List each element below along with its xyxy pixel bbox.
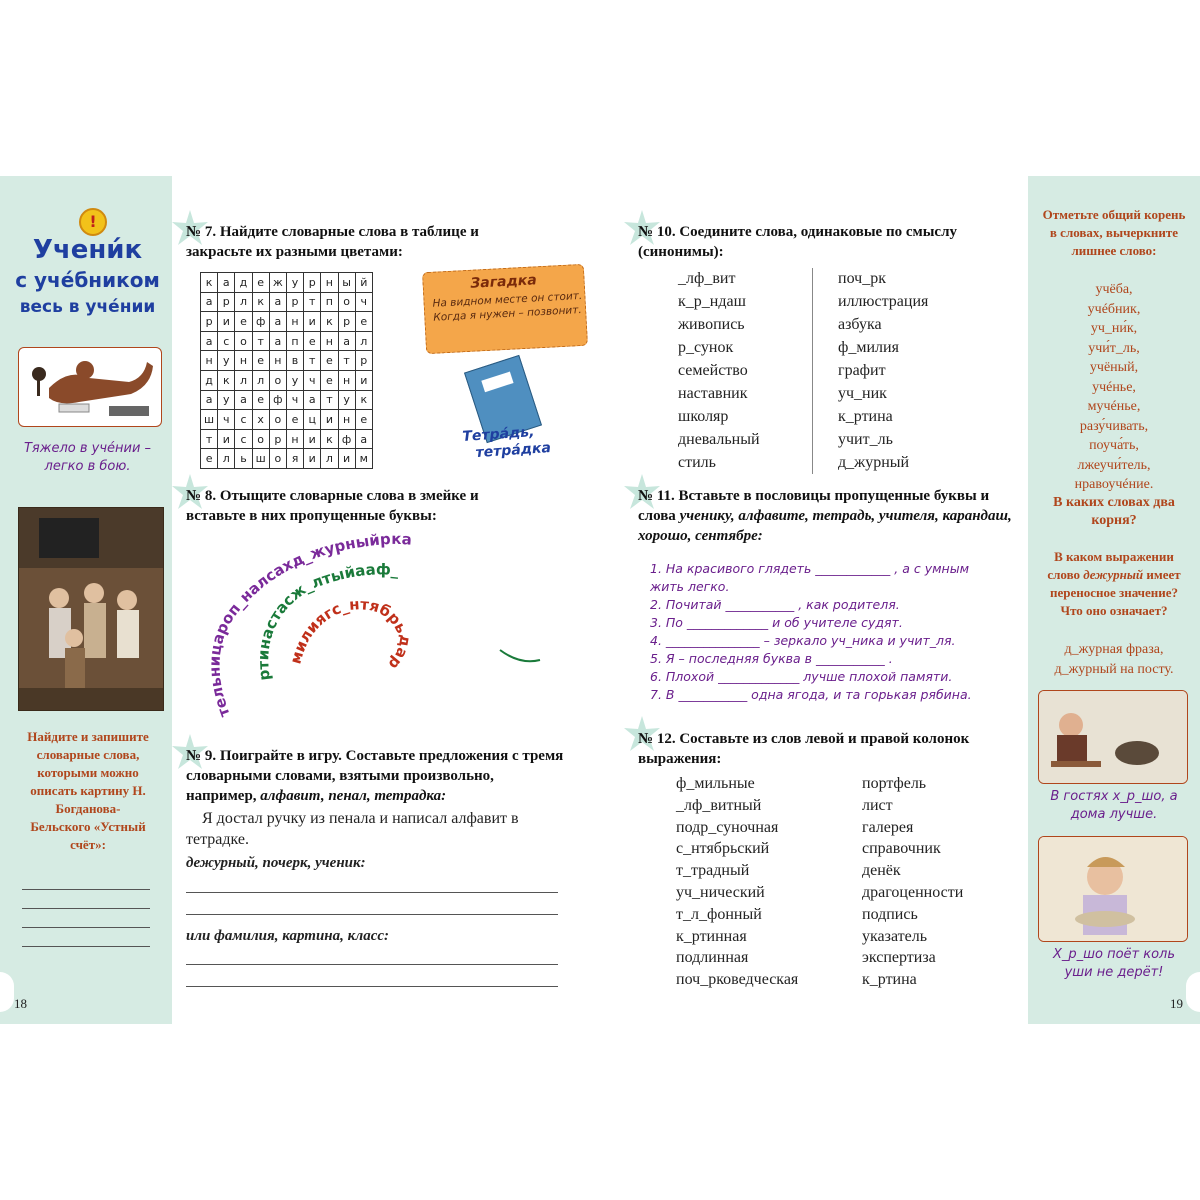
- phrase-list: [1040, 640, 1188, 680]
- grid-row: [201, 429, 373, 449]
- expression-word: к_ртина: [862, 971, 917, 989]
- grid-cell[interactable]: л: [235, 370, 252, 390]
- expression-word: т_традный: [676, 862, 750, 880]
- q3-part-a: В каком выражении слово: [1047, 549, 1174, 582]
- grid-cell[interactable]: а: [338, 331, 355, 351]
- expression-word: экспертиза: [862, 949, 936, 967]
- grid-cell[interactable]: е: [252, 351, 269, 371]
- riddle-line-1: На видном месте он стоит.: [432, 289, 583, 310]
- proverb-line: 3. По _____________ и об учителе судят.: [650, 615, 903, 630]
- synonym-word: уч_ник: [838, 385, 887, 402]
- grid-cell[interactable]: ц: [304, 410, 321, 430]
- grid-cell[interactable]: у: [218, 390, 235, 410]
- grid-cell[interactable]: а: [201, 331, 218, 351]
- grid-row: [201, 273, 373, 293]
- grid-cell[interactable]: я: [286, 449, 303, 469]
- expression-word: справочник: [862, 840, 941, 858]
- grid-cell[interactable]: о: [252, 429, 269, 449]
- answer-line[interactable]: [186, 986, 558, 987]
- grid-cell[interactable]: ф: [338, 429, 355, 449]
- grid-cell[interactable]: а: [269, 292, 286, 312]
- proverb-line: 2. Почитай ___________ , как родителя.: [650, 597, 900, 612]
- ex9-title: [186, 746, 566, 806]
- answer-line[interactable]: [22, 889, 150, 890]
- grid-cell[interactable]: й: [355, 273, 372, 293]
- grid-cell[interactable]: и: [304, 312, 321, 332]
- grid-cell[interactable]: л: [252, 370, 269, 390]
- grid-cell[interactable]: е: [355, 410, 372, 430]
- grid-cell[interactable]: ж: [269, 273, 286, 293]
- answer-line[interactable]: [186, 914, 558, 915]
- grid-cell[interactable]: и: [321, 410, 338, 430]
- synonym-word: к_ртина: [838, 408, 893, 425]
- grid-cell[interactable]: т: [201, 429, 218, 449]
- grid-cell[interactable]: а: [201, 292, 218, 312]
- singing-child-image: [1038, 836, 1188, 942]
- grid-cell[interactable]: т: [304, 351, 321, 371]
- riddle-line-2: Когда я нужен – позвонит.: [433, 303, 582, 324]
- grid-cell[interactable]: р: [269, 429, 286, 449]
- grid-cell[interactable]: т: [321, 390, 338, 410]
- grid-cell[interactable]: а: [201, 390, 218, 410]
- expression-word: лист: [862, 796, 893, 814]
- ex12-title: № 12. Составьте из слов левой и правой колонок выражения:: [638, 731, 970, 767]
- expression-word: т_л_фонный: [676, 905, 762, 923]
- grid-cell[interactable]: у: [338, 390, 355, 410]
- q3-part-b: имеет переносное значение? Что оно означает?: [1049, 567, 1181, 618]
- boy-reading-illustration: [19, 348, 161, 426]
- root-word-list: [1042, 280, 1186, 495]
- grid-cell[interactable]: л: [218, 449, 235, 469]
- proverb-line: жить легко.: [650, 579, 730, 594]
- root-word: нравоучéние.: [1074, 477, 1154, 492]
- grid-cell[interactable]: п: [321, 292, 338, 312]
- answer-line[interactable]: [186, 892, 558, 893]
- grid-cell[interactable]: и: [304, 449, 321, 469]
- grid-cell[interactable]: у: [218, 351, 235, 371]
- grid-cell[interactable]: к: [252, 292, 269, 312]
- q3-italic: дежурный: [1083, 567, 1144, 582]
- grid-cell[interactable]: к: [355, 390, 372, 410]
- grid-cell[interactable]: к: [201, 273, 218, 293]
- snake-seg-4: милиягс_нтябрьдар: [286, 595, 415, 673]
- sidebar-proverb-2: В гостях х_р_шо, а дома лучше.: [1050, 789, 1178, 822]
- ex9-set-1: дежурный, почерк, ученик:: [186, 855, 366, 871]
- column-divider: [812, 268, 813, 474]
- phrase-2: д_журный на посту.: [1054, 662, 1174, 677]
- grid-cell[interactable]: а: [304, 390, 321, 410]
- grid-cell[interactable]: к: [218, 370, 235, 390]
- grid-cell[interactable]: т: [252, 331, 269, 351]
- grid-row: [201, 312, 373, 332]
- synonym-word: стиль: [678, 454, 716, 471]
- snake-seg-2: ртинастасж_лтыйааф_: [254, 560, 400, 682]
- grid-cell[interactable]: л: [355, 331, 372, 351]
- grid-row: [201, 449, 373, 469]
- expression-word: подпись: [862, 905, 918, 923]
- grid-cell[interactable]: к: [321, 312, 338, 332]
- synonym-word: живопись: [678, 316, 745, 333]
- grid-cell[interactable]: т: [304, 292, 321, 312]
- synonym-word: учит_ль: [838, 431, 893, 448]
- grid-cell[interactable]: т: [338, 351, 355, 371]
- root-word: уч_ни́к,: [1090, 321, 1138, 336]
- grid-cell[interactable]: ч: [218, 410, 235, 430]
- synonym-word: к_р_ндаш: [678, 293, 746, 310]
- ex7-title: № 7. Найдите словарные слова в таблице и закрасьте их разными цветами:: [186, 224, 479, 260]
- expression-word: подр_суночная: [676, 818, 779, 836]
- grid-cell[interactable]: о: [338, 292, 355, 312]
- grid-cell[interactable]: р: [304, 273, 321, 293]
- grid-cell[interactable]: о: [235, 331, 252, 351]
- grid-cell[interactable]: х: [252, 410, 269, 430]
- grid-cell[interactable]: и: [338, 449, 355, 469]
- grid-cell[interactable]: а: [218, 273, 235, 293]
- root-word: лжеучи́тель,: [1077, 457, 1151, 473]
- grid-cell[interactable]: с: [218, 331, 235, 351]
- grid-cell[interactable]: е: [235, 312, 252, 332]
- proverb-line: 6. Плохой _____________ лучше плохой памяти.: [650, 669, 953, 684]
- ex9-title-text: № 9. Поиграйте в игру. Составьте предложения с тремя словарными словами, взятыми произвольно, например,: [186, 748, 564, 804]
- root-word: мучéнье,: [1087, 399, 1141, 414]
- grid-cell[interactable]: о: [269, 449, 286, 469]
- grid-cell[interactable]: р: [201, 312, 218, 332]
- page-number-left: 18: [14, 996, 27, 1011]
- riddle-title: Загадка: [469, 272, 538, 292]
- grid-cell[interactable]: м: [355, 449, 372, 469]
- proverb-line: 1. На красивого глядеть ____________ , а с умным: [650, 561, 970, 576]
- grid-cell[interactable]: п: [286, 331, 303, 351]
- expression-word: денёк: [862, 862, 901, 880]
- grid-cell[interactable]: у: [286, 370, 303, 390]
- grid-row: [201, 390, 373, 410]
- title-line-3: весь в учéнии: [19, 297, 156, 317]
- grid-cell[interactable]: и: [355, 370, 372, 390]
- grid-cell[interactable]: ш: [252, 449, 269, 469]
- synonym-word: семейство: [678, 362, 748, 379]
- synonym-word: поч_рк: [838, 270, 886, 287]
- boy-reading-image: [18, 347, 162, 427]
- expression-word: _лф_витный: [676, 796, 762, 814]
- notebook-label-2: тетрáдка: [475, 439, 552, 462]
- grid-cell[interactable]: д: [201, 370, 218, 390]
- root-word: разу́чивать,: [1079, 418, 1149, 434]
- grid-cell[interactable]: к: [321, 429, 338, 449]
- grid-row: [201, 292, 373, 312]
- grid-cell[interactable]: л: [321, 449, 338, 469]
- grid-cell[interactable]: ч: [304, 370, 321, 390]
- ex12-right-column: [862, 773, 963, 991]
- painting-image: [18, 507, 164, 711]
- grid-cell[interactable]: д: [235, 273, 252, 293]
- grid-cell[interactable]: о: [269, 370, 286, 390]
- grid-cell[interactable]: ы: [338, 273, 355, 293]
- synonym-word: ф_милия: [838, 339, 899, 356]
- expression-word: галерея: [862, 818, 914, 836]
- root-word: учёный,: [1089, 360, 1139, 375]
- expression-word: к_ртинная: [676, 927, 747, 945]
- sidebar-task: Найдите и запишите словарные слова, которыми можно описать картину Н. Богданова-Бельского «Устный счёт»:: [27, 729, 149, 852]
- ex11-title-italic: ученику, алфавите, тетрадь, учителя, карандаш, хорошо, сентябре:: [638, 508, 1012, 544]
- grid-cell[interactable]: р: [218, 292, 235, 312]
- ex10-left-column: [678, 267, 760, 474]
- synonym-word: дневальный: [678, 431, 760, 448]
- synonym-word: _лф_вит: [678, 270, 736, 287]
- grid-cell[interactable]: р: [355, 351, 372, 371]
- grid-cell[interactable]: в: [286, 351, 303, 371]
- answer-line[interactable]: [186, 964, 558, 965]
- grid-cell[interactable]: а: [355, 429, 372, 449]
- synonym-word: графит: [838, 362, 886, 379]
- expression-word: ф_мильные: [676, 775, 755, 792]
- grid-cell[interactable]: н: [235, 351, 252, 371]
- grid-row: [201, 410, 373, 430]
- ex11-title: [638, 486, 1018, 546]
- grid-cell[interactable]: ф: [269, 390, 286, 410]
- grid-cell[interactable]: и: [218, 312, 235, 332]
- expression-word: с_нтябрьский: [676, 840, 770, 858]
- answer-line[interactable]: [22, 927, 150, 928]
- ex11-proverbs: [650, 560, 1020, 704]
- grid-cell[interactable]: е: [252, 390, 269, 410]
- expression-word: драгоценности: [862, 883, 964, 901]
- grid-cell[interactable]: е: [321, 370, 338, 390]
- word-grid: [200, 272, 373, 469]
- proverb-line: 5. Я – последняя буква в ___________ .: [650, 651, 893, 666]
- grid-row: [201, 351, 373, 371]
- grid-cell[interactable]: е: [286, 410, 303, 430]
- grid-cell[interactable]: н: [269, 351, 286, 371]
- grid-cell[interactable]: а: [235, 390, 252, 410]
- grid-cell[interactable]: и: [218, 429, 235, 449]
- synonym-word: школяр: [678, 408, 729, 425]
- children-sled-image: [1038, 690, 1188, 784]
- notebook-label-1: Тетрáдь,: [461, 424, 535, 446]
- ex9-example: Я достал ручку из пенала и написал алфавит в тетрадке.: [186, 810, 519, 848]
- child-illustration: [1039, 837, 1187, 941]
- root-word: учи́т_ль,: [1088, 340, 1140, 356]
- right-question-2: В каких словах два корня?: [1053, 495, 1175, 528]
- right-question-3: [1040, 548, 1188, 620]
- title-line-2: с учéбником: [15, 268, 160, 292]
- grid-cell[interactable]: а: [269, 312, 286, 332]
- ex10-title: № 10. Соедините слова, одинаковые по смыслу (синонимы):: [638, 224, 957, 260]
- grid-cell[interactable]: а: [269, 331, 286, 351]
- root-word: поуча́ть,: [1089, 438, 1139, 453]
- title-line-1: Учени́к: [32, 235, 143, 265]
- answer-line[interactable]: [22, 946, 150, 947]
- grid-cell[interactable]: н: [338, 370, 355, 390]
- ex11-title-text: № 11. Вставьте в пословицы пропущенные буквы и слова: [638, 488, 990, 524]
- grid-cell[interactable]: с: [235, 429, 252, 449]
- root-word: учéбник,: [1087, 301, 1141, 317]
- grid-cell[interactable]: е: [355, 312, 372, 332]
- right-question-1: Отметьте общий корень в словах, вычеркните лишнее слово:: [1042, 207, 1186, 258]
- grid-row: [201, 331, 373, 351]
- synonym-word: азбука: [838, 316, 882, 333]
- answer-line[interactable]: [22, 908, 150, 909]
- synonym-word: р_сунок: [678, 339, 734, 356]
- grid-cell[interactable]: о: [269, 410, 286, 430]
- grid-cell[interactable]: у: [286, 273, 303, 293]
- grid-cell[interactable]: ф: [252, 312, 269, 332]
- grid-cell[interactable]: е: [252, 273, 269, 293]
- expression-word: уч_нический: [676, 883, 765, 901]
- letter-snake: [200, 530, 550, 730]
- expression-word: портфель: [862, 775, 927, 792]
- page-number-right: 19: [1170, 996, 1183, 1011]
- ex12-left-column: [676, 773, 798, 991]
- page-corner-right: [1186, 972, 1200, 1012]
- snake-text-inner: [286, 595, 414, 673]
- snake-seg-1: тельницароп_налсахд_журныйрка: [205, 530, 413, 720]
- root-word: учёба,: [1095, 282, 1133, 297]
- grid-cell[interactable]: ш: [201, 410, 218, 430]
- synonym-word: наставник: [678, 385, 748, 402]
- grid-cell[interactable]: с: [235, 410, 252, 430]
- expression-word: указатель: [862, 927, 928, 945]
- ex9-title-italic: алфавит, пенал, тетрадка:: [260, 788, 447, 804]
- grid-row: [201, 370, 373, 390]
- grid-cell[interactable]: ч: [355, 292, 372, 312]
- sidebar-proverb-3: Х_р_шо поёт коль уши не дерёт!: [1052, 947, 1176, 980]
- grid-cell[interactable]: р: [286, 292, 303, 312]
- notebook-label: [462, 423, 552, 463]
- sidebar-proverb: Тяжело в учéнии – легко в бою.: [23, 441, 152, 474]
- grid-cell[interactable]: е: [304, 331, 321, 351]
- grid-cell[interactable]: ь: [235, 449, 252, 469]
- grid-cell[interactable]: н: [286, 312, 303, 332]
- ex9-set-2: или фамилия, картина, класс:: [186, 928, 390, 944]
- grid-cell[interactable]: л: [235, 292, 252, 312]
- painting-illustration: [19, 508, 163, 710]
- grid-cell[interactable]: и: [304, 429, 321, 449]
- grid-cell[interactable]: н: [321, 273, 338, 293]
- proverb-line: 7. В ___________ одна ягода, и та горькая рябина.: [650, 687, 972, 702]
- grid-cell[interactable]: р: [338, 312, 355, 332]
- grid-cell[interactable]: е: [201, 449, 218, 469]
- exclamation-icon: !: [79, 208, 107, 236]
- grid-cell[interactable]: н: [321, 331, 338, 351]
- grid-cell[interactable]: н: [201, 351, 218, 371]
- phrase-1: д_журная фраза,: [1064, 642, 1164, 657]
- riddle-card: [422, 264, 588, 354]
- ex8-title: № 8. Отыщите словарные слова в змейке и вставьте в них пропущенные буквы:: [186, 488, 479, 524]
- grid-cell[interactable]: е: [321, 351, 338, 371]
- sidebar-title: [10, 234, 165, 320]
- synonym-word: д_журный: [838, 454, 910, 471]
- root-word: учéнье,: [1092, 379, 1136, 395]
- grid-cell[interactable]: н: [338, 410, 355, 430]
- proverb-line: 4. _______________ – зеркало уч_ника и учит_ля.: [650, 633, 956, 648]
- grid-cell[interactable]: н: [286, 429, 303, 449]
- grid-cell[interactable]: ч: [286, 390, 303, 410]
- synonym-word: иллюстрация: [838, 293, 929, 310]
- ex10-right-column: [838, 267, 928, 474]
- expression-word: поч_рковедческая: [676, 971, 799, 989]
- sled-illustration: [1039, 691, 1187, 783]
- expression-word: подлинная: [676, 949, 749, 967]
